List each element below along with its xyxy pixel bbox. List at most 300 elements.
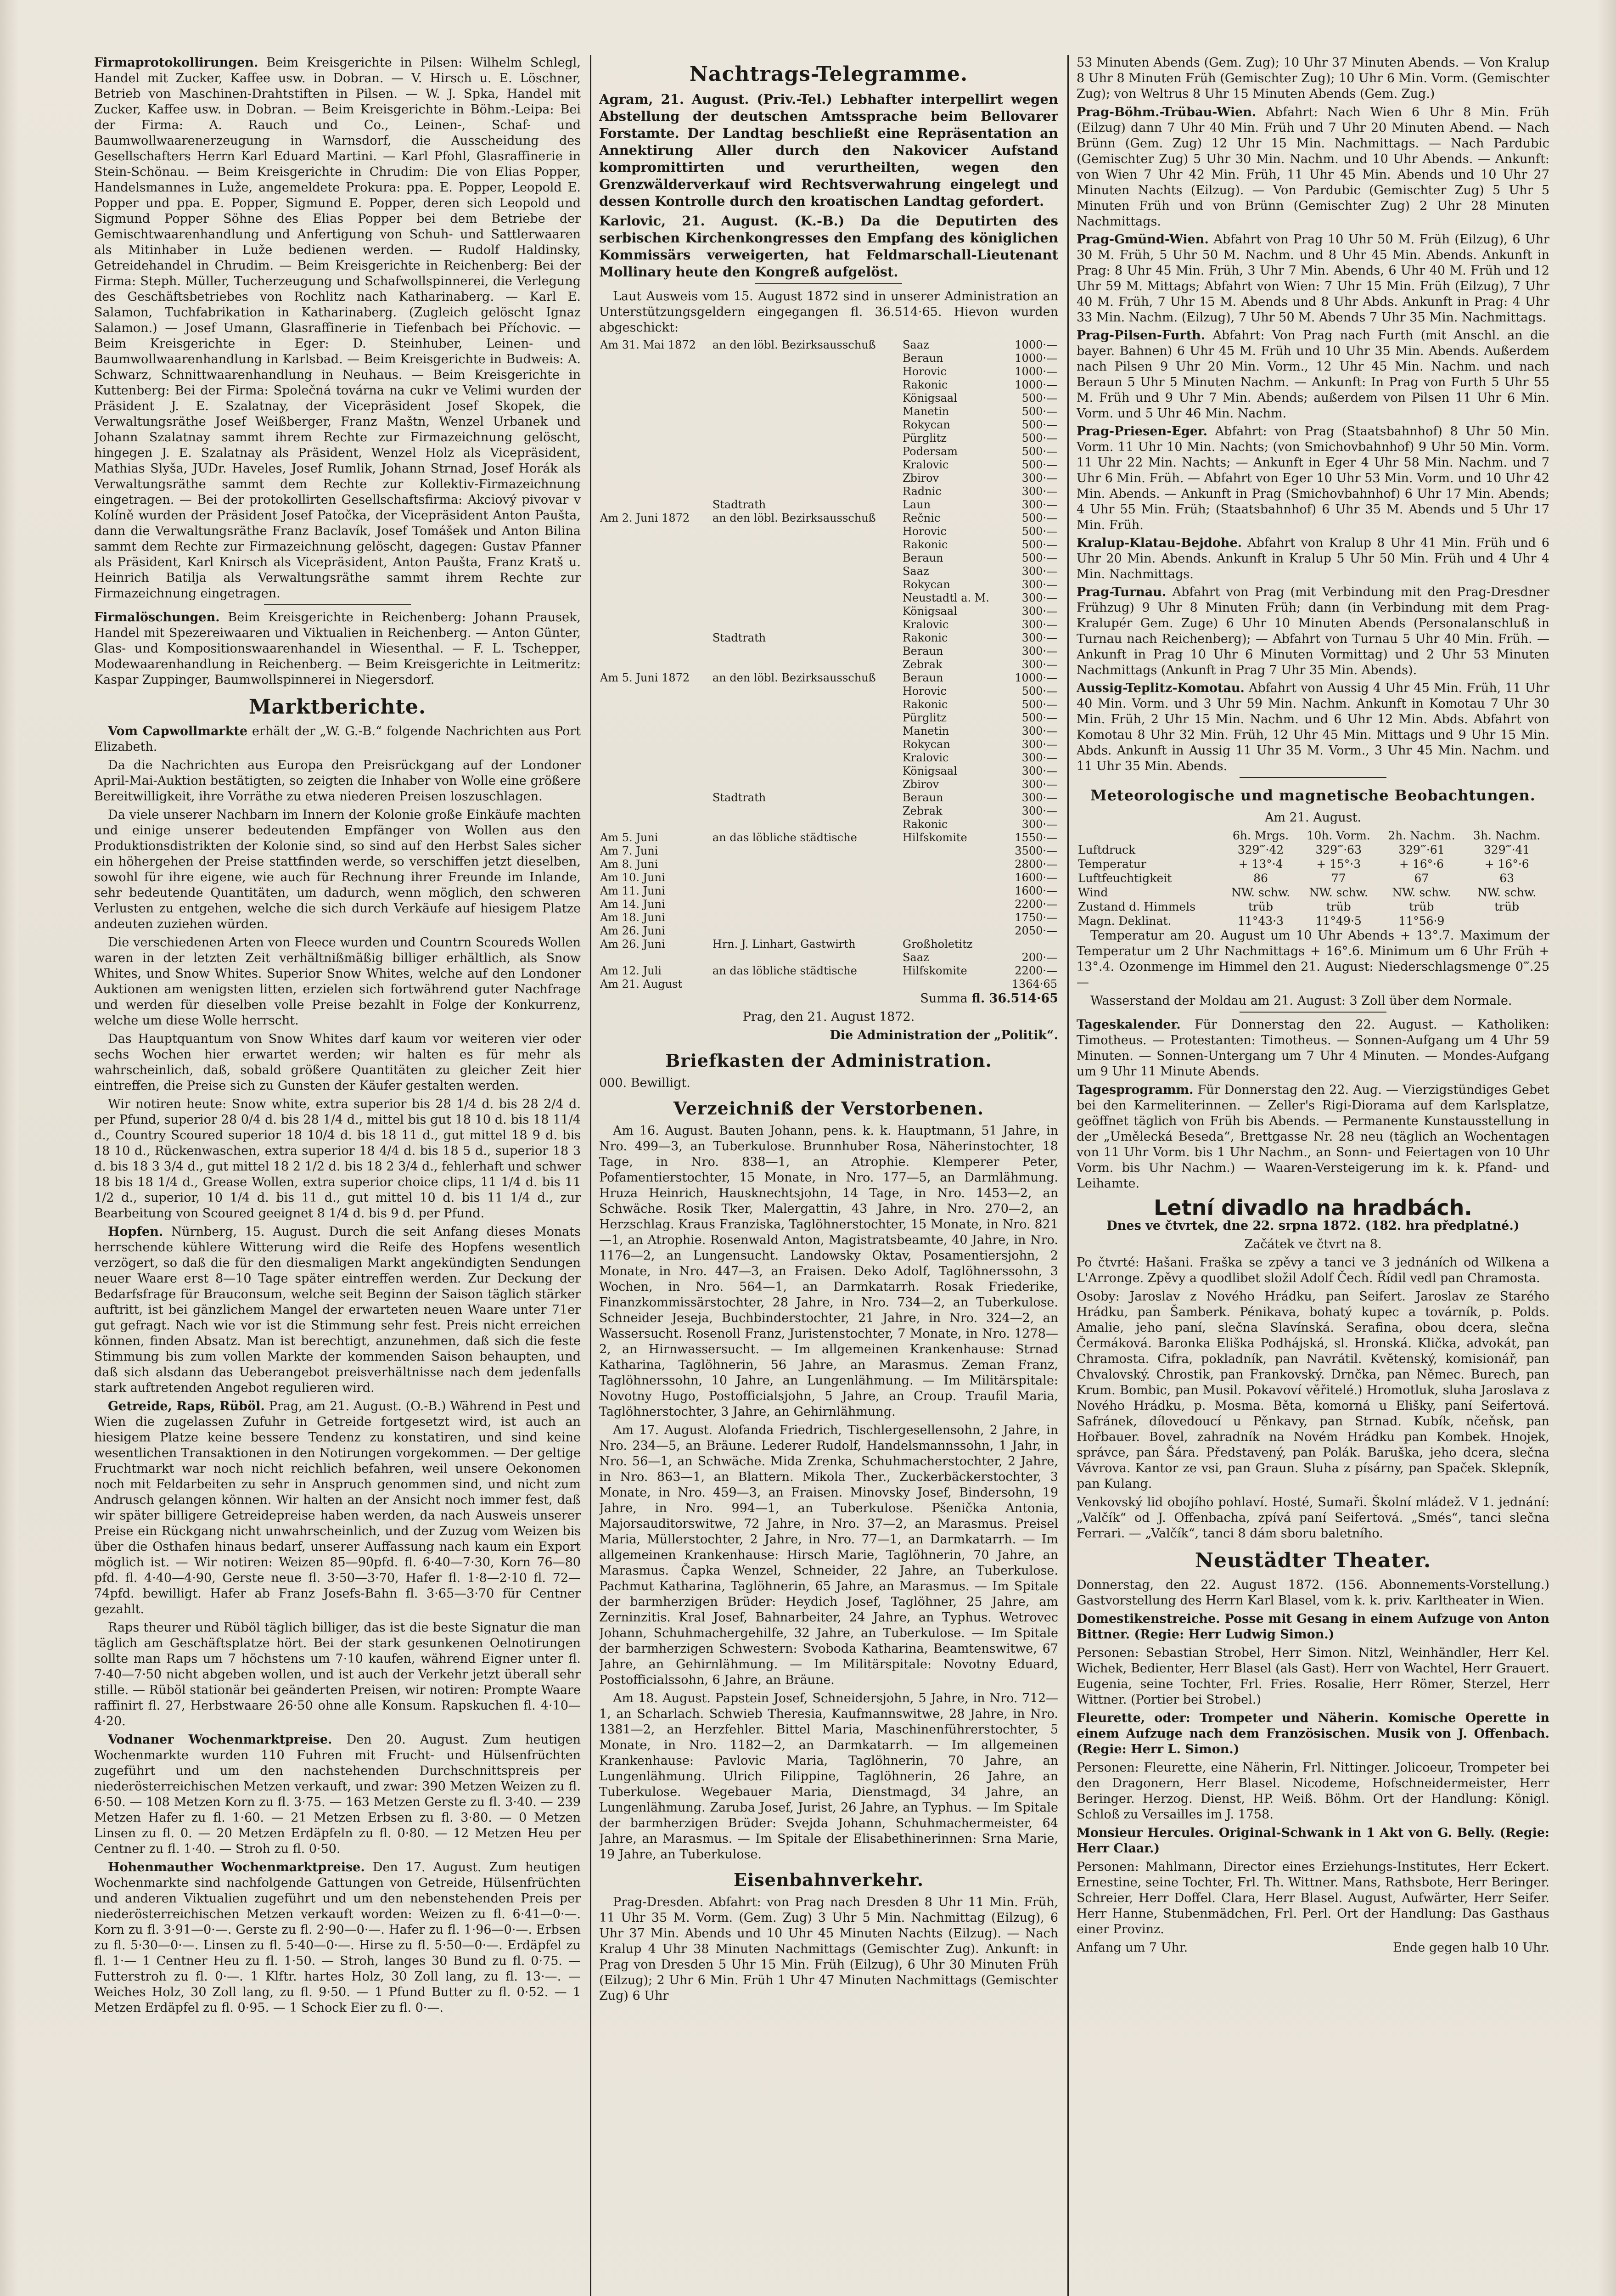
- donation-place: Beraun: [902, 671, 943, 684]
- rail-line-text: Abfahrt von Prag (mit Verbindung mit den Prag-Dresdner Frühzug) 9 Uhr 8 Minuten Früh; dann (in Verbindung mit dem Prag-Kralupér Gem. Zuge) 6 Uhr 10 Minuten Abends (Personalanschluß in Turnau nach Reichenberg); — Abfahrt von Turnau 5 Uhr 40 Min. Früh. — Ankunft in Prag 10 Uhr 6 Minuten Vormittag) und 2 Uhr 53 Minuten Nachmittags (Ankunft in Prag 7 Uhr 35 Min. Abends).: [1077, 585, 1549, 677]
- admin-signature: Die Administration der „Politik“.: [830, 1028, 1058, 1042]
- left-page-edge: [0, 0, 18, 2296]
- donation-date: [599, 365, 712, 378]
- meteorology-table: [1077, 828, 1549, 928]
- theater-cast: Personen: Sebastian Strobel, Herr Simon. Nitzl, Weinhändler, Herr Kel. Wichek, Bedienter, Herr Blasel (als Gast). Herr von Wachtel, Herr Grauert. Eugenia, seine Tochter, Frl. Fries. Rosalie, Herr Römer, Sterzel, Herr Wittner. (Portier bei Strobel.): [1077, 1646, 1549, 1707]
- donation-donor: [712, 565, 902, 578]
- donation-donor: [712, 591, 902, 605]
- divider: [264, 604, 411, 605]
- donation-date: [599, 578, 712, 591]
- article-heading: Vom Capwollmarkte: [108, 724, 248, 738]
- donation-place: Rokycan: [902, 418, 950, 431]
- donation-row: [599, 445, 1058, 458]
- donation-amount: 300·—: [1021, 578, 1057, 591]
- met-value: + 16°·6: [1399, 857, 1444, 871]
- theater-cast: Personen: Mahlmann, Director eines Erziehungs-Institutes, Herr Eckert. Ernestine, seine Tochter, Frl. Th. Wittner. Mans, Rathsbote, Herr Beringer. Schreier, Herr Doffel. Clara, Herr Blasel. August, Aufwärter, Herr Seifer. Herr Hanne, Stubenmädchen, Frl. Perl. Ort der Handlung: Das Gasthaus einer Provinz.: [1077, 1860, 1549, 1936]
- met-value: [1464, 914, 1549, 928]
- theater-times: [1077, 1940, 1549, 1956]
- donation-amount: 300·—: [1021, 738, 1057, 751]
- donation-amount: 1000·—: [1015, 352, 1057, 365]
- donation-place: Königsaal: [902, 392, 957, 405]
- met-value: 11°49·5: [1315, 914, 1362, 928]
- donation-place: Rakonic: [902, 378, 948, 391]
- donation-donor: [712, 605, 902, 618]
- donation-date: Am 18. Juni: [600, 911, 665, 924]
- met-value: 67: [1414, 872, 1429, 885]
- met-value: trüb: [1248, 900, 1274, 913]
- donation-place: Pürglitz: [902, 432, 947, 445]
- donation-donor: [712, 658, 902, 671]
- donation-date: [599, 698, 712, 711]
- donation-amount: 500·—: [1021, 538, 1057, 551]
- donation-donor: Stadtrath: [712, 631, 766, 644]
- donation-place: Hilfskomite: [902, 831, 967, 844]
- article-paragraph: [94, 1224, 581, 1396]
- donation-donor: [712, 418, 902, 432]
- meteorology-notes: Temperatur am 20. August um 10 Uhr Abends + 13°.7. Maximum der Temperatur um 2 Uhr Nachmittags + 16°.6. Minimum um 6 Uhr Früh + 13°.4. Ozonmenge im Himmel den 21. August: Niederschlagsmenge 0‴.25 —: [1077, 929, 1549, 990]
- telegram-karlovic: Karlovic, 21. August. (K.-B.) Da die Deputirten des serbischen Kirchenkongresses den Empfang des königlichen Kommissärs verweigerten, hat Feldmarschall-Lieutenant Mollinary heute den Kongreß aufgelöst.: [599, 213, 1058, 280]
- donation-amount: 500·—: [1021, 525, 1057, 538]
- donation-row: [599, 711, 1058, 725]
- donation-row: [599, 618, 1058, 631]
- donation-place: Königsaal: [902, 765, 957, 777]
- right-page-edge: [1598, 0, 1616, 2296]
- rail-line-title: Kralup-Klatau-Bejdohe.: [1077, 536, 1242, 550]
- article-paragraph: Da die Nachrichten aus Europa den Preisrückgang auf der Londoner April-Mai-Auktion bestätigten, so zeigten die Inhaber von Wolle eine größere Bereitwilligkeit, ihre Vorräthe zu etwa niederen Preisen loszuschlagen.: [94, 758, 581, 804]
- death-list: Am 18. August. Papstein Josef, Schneidersjohn, 5 Jahre, in Nro. 712—1, an Scharlach. Schwieb Theresia, Kaufmannswitwe, 28 Jahre, in Nro. 1381—2, an Herzfehler. Bittel Maria, Maschinenführerstochter, 5 Monate, in Nro. 1182—2, an Darmkatarrh. — Im allgemeinen Krankenhause: Pavlovic Maria, Taglöhnerin, 70 Jahre, an Lungenlähmung. Ulrich Filippine, Taglöhnerin, 26 Jahre, an Tuberkulose. Wegebauer Maria, Dienstmagd, 34 Jahre, an Lungenlähmung. Zaruba Josef, Jurist, 26 Jahre, an Typhus. — Im Spitale der barmherzigen Brüder: Svejda Johann, Schuhmachermeister, 64 Jahre, an Marasmus. — Im Spitale der Elisabethinerinnen: Srna Marie, 19 Jahre, an Tuberkulose.: [599, 1691, 1058, 1862]
- donation-amount: 500·—: [1021, 512, 1057, 524]
- donation-donor: [712, 392, 902, 405]
- met-row: [1077, 900, 1549, 914]
- water-level: Wasserstand der Moldau am 21. August: 3 Zoll über dem Normale.: [1090, 994, 1512, 1008]
- met-value: 86: [1253, 872, 1268, 885]
- article-paragraph: [94, 724, 581, 755]
- rail-entry: [1077, 424, 1549, 533]
- donation-donor: [712, 685, 902, 698]
- donation-donor: [712, 818, 902, 831]
- eisenbahn-heading: Eisenbahnverkehr.: [733, 1869, 924, 1890]
- donations-total: [599, 991, 1058, 1007]
- article-text: Prag, am 21. August. (O.-B.) Während in Pest und Wien die zugelassen Zufuhr in Getreide fortgesetzt wird, ist auch an hiesigem Platze keine bessere Tendenz zu konstatiren, und sind keine wesentlichen Transaktionen in den Notirungen vorgekommen. — Der geltige Fruchtmarkt war noch nicht reichlich befahren, weil unsere Oekonomen noch mit Feldarbeiten zu sehr in Anspruch genommen sind, und nicht zum Andrusch gelangen können. Wir halten an der Ansicht noch immer fest, daß wir später billigere Getreidepreise haben werden, da nach Ausweis unserer Preise ein Rückgang nicht unwahrscheinlich, und der Zuzug vom Weizen bis über die Osthafen hinaus bedarf, unserer Auffassung nach kaum ein Export möglich ist. — Wir notiren: Weizen 85—90pfd. fl. 6·40—7·30, Korn 76—80 pfd. fl. 4·40—4·90, Gerste neue fl. 3·50—3·70, Hafer fl. 1·8—2·10 fl. 72—74pfd. bewilligt. Hafer ab Franz Josefs-Bahn fl. 3·65—3·70 für Centner gezahlt.: [94, 1399, 581, 1616]
- donation-place: [902, 844, 1004, 858]
- met-value: 11°43·3: [1238, 914, 1284, 928]
- rail-entry: [1077, 328, 1549, 422]
- met-value: 329‴·63: [1315, 843, 1362, 856]
- donation-place: Podersam: [902, 445, 958, 458]
- rail-entry: [1077, 535, 1549, 582]
- donation-place: Beraun: [902, 551, 943, 564]
- donation-amount: 300·—: [1021, 498, 1057, 511]
- donation-place: Großholetitz: [902, 938, 973, 951]
- donation-place: Laun: [902, 498, 931, 511]
- met-row-label: Magn. Deklinat.: [1078, 914, 1172, 928]
- rail-line-text: Abfahrt: Von Prag nach Furth (mit Anschl. an die bayer. Bahnen) 6 Uhr 45 M. Früh und 10 Uhr 35 Min. Abends. Außerdem nach Pilsen 9 Uhr 20 Min. Vorm., 12 Uhr 45 Min. Nachm. und nach Beraun 5 Uhr 5 Minuten Nachm. — Ankunft: In Prag von Furth 5 Uhr 55 M. Früh und 9 Uhr 7 Min. Abends; außerdem von Pilsen 11 Uhr 6 Min. Vorm. und 5 Uhr 46 Min. Nachm.: [1077, 328, 1549, 421]
- donation-row: [599, 645, 1058, 658]
- rail-entry: [1077, 105, 1549, 230]
- donation-amount: 1600·—: [1015, 884, 1057, 897]
- donation-row: [599, 978, 1058, 991]
- rail-entry: [1077, 681, 1549, 774]
- met-value: trüb: [1326, 900, 1351, 913]
- theater-cast: Personen: Fleurette, eine Näherin, Frl. Nittinger. Jolicoeur, Trompeter bei den Dragonern, Herr Blasel. Nicodeme, Hofschneidermeister, Herr Beringer. Herzog. Dienst, HP. Weiß. Böhm. Ort der Handlung: Königl. Schloß zu Versailles im J. 1758.: [1077, 1761, 1549, 1822]
- met-value: 63: [1499, 872, 1515, 885]
- donation-row: [599, 352, 1058, 365]
- donation-place: Kralovic: [902, 458, 949, 471]
- donation-date: [599, 631, 712, 645]
- met-column-header: [1077, 828, 1223, 843]
- article-heading: Hopfen.: [108, 1225, 163, 1239]
- czech-theatre-note: Venkovský lid obojího pohlaví. Hosté, Sumaři. Školní mládež. V 1. jednání: „Valčík“ od J. Offenbacha, zpívá paní Seifertová. „Smés“, tanci slečna Ferrari. — „Valčík“, tanci 8 dám sboru baletního.: [1077, 1495, 1549, 1541]
- donation-row: [599, 964, 1058, 978]
- donation-row: [599, 432, 1058, 445]
- donation-amount: 2800·—: [1015, 858, 1057, 871]
- met-row: [1077, 871, 1549, 885]
- donation-amount: 200·—: [1021, 951, 1057, 964]
- donation-donor: [712, 458, 902, 472]
- donation-place: Horovic: [902, 365, 947, 378]
- donation-place: Rakonic: [902, 631, 948, 644]
- theater-play: Fleurette, oder: Trompeter und Näherin. Komische Operette in einem Aufzuge nach dem Französischen. Musik von J. Offenbach. (Regie: Herr L. Simon.): [1077, 1711, 1549, 1756]
- donation-amount: 300·—: [1021, 765, 1057, 777]
- donation-amount: 2200·—: [1015, 964, 1057, 977]
- donation-place: Saaz: [902, 951, 929, 964]
- donation-amount: 300·—: [1021, 658, 1057, 671]
- donation-row: [599, 405, 1058, 418]
- section-text: Beim Kreisgerichte in Pilsen: Wilhelm Schlegl, Handel mit Zucker, Kaffee usw. in Dobran. — V. Hirsch u. E. Löschner, Betrieb von Maschinen-Drahtstiften in Pilsen. — W. J. Spka, Handel mit Zucker, Kaffee usw. in Dobran. — Beim Kreisgerichte in Böhm.-Leipa: Bei der Firma: A. Rauch und Co., Leinen-, Schaf- und Baumwollwaarenerzeugung in Warnsdorf, die Ausscheidung des Gesellschafters Herrn Karl Eduard Martini. — Karl Pfohl, Glasraffinerie in Stein-Schönau. — Beim Kreisgerichte in Chrudim: Die von Elias Popper, Handelsmannes in Luže, angemeldete Prokura: ppa. E. Popper, Leopold E. Popper und ppa. E. Popper, Sigmund E. Popper, deren sich Leopold und Sigmund Popper Söhne des Elias Popper bei dem Betriebe der Gemischtwaarenhandlung und Anfertigung von Schuh- und Sattlerwaaren als Mitinhaber in Luže bedienen werden. — Rudolf Haldinsky, Getreidehandel in Chrudim. — Beim Kreisgerichte in Reichenberg: Bei der Firma: Steph. Müller, Tucherzeugung und Schafwollspinnerei, die Verlegung des Geschäftsbetriebes von Rochlitz nach Katharinaberg. — Karl E. Salamon, Tuchfabrikation in Katharinaberg. (Zugleich gelöscht Ignaz Salamon.) — Josef Umann, Glasraffinerie in Tiefenbach bei Příchovic. — Beim Kreisgerichte in Eger: D. Steinhuber, Leinen- und Baumwollwaarenhandlung in Karlsbad. — Beim Kreisgerichte in Budweis: A. Schwarz, Schnittwaarenhandlung in Neuhaus. — Beim Kreisgerichte in Kuttenberg: Bei der Firma: Společná továrna na cukr ve Velimi wurden der Präsident J. E. Szalatnay, der Vicepräsident Josef Skopek, die Verwaltungsräthe Josef Weißberger, Franz Maštn, Wenzel Urbanek und Johann Szalatnay sammt ihrem Rechte zur Firmazeichnung gelöscht, hingegen J. E. Szalatnay als Präsident, Wenzel Holz als Vicepräsident, Mathias Slyša, JUDr. Haveles, Josef Rumlik, Johann Strnad, Josef Horák als Verwaltungsräthe sammt dem Rechte zur Kollektiv-Firmazeichnung eingetragen. — Bei der protokollirten Gesellschaftsfirma: Akciový pivovar v Kolíně wurden der Präsident Josef Patočka, der Vicepräsident Anton Paušta, dann die Verwaltungsräthe Franz Baclavík, Josef Tomášek und Anton Bilina sammt dem Rechte zur Firmazeichnung gelöscht, dagegen: Gustav Pfanner als Präsident, Karl Knirsch als Vicepräsident, Anton Paušta, Franz Kratš u. Heinrich Batilja als Verwaltungsräthe sammt ihrem Rechte zur Firmazeichnung eingetragen.: [94, 56, 581, 601]
- donation-row: [599, 485, 1058, 498]
- met-row-label: Wind: [1078, 886, 1108, 899]
- theater-date: Donnerstag, den 22. August 1872. (156. Abonnements-Vorstellung.) Gastvorstellung des Herrn Karl Blasel, vom k. k. priv. Karltheater in Wien.: [1077, 1578, 1549, 1608]
- donation-donor: [712, 884, 902, 898]
- rail-line-text: Abfahrt von Kralup 8 Uhr 41 Min. Früh und 6 Uhr 20 Min. Abends. Ankunft in Kralup 5 Uhr 50 Min. Früh und 4 Uhr 4 Min. Nachmittags.: [1077, 536, 1549, 581]
- donation-date: [599, 525, 712, 538]
- donation-place: Rakonic: [902, 698, 948, 711]
- donation-donor: [712, 951, 902, 964]
- donation-amount: 300·—: [1021, 605, 1057, 618]
- donation-row: [599, 898, 1058, 911]
- meteorology-date: Am 21. August.: [1264, 810, 1362, 825]
- met-value: + 16°·6: [1484, 857, 1529, 871]
- donation-amount: 1000·—: [1015, 671, 1057, 684]
- donation-donor: [712, 405, 902, 418]
- article-paragraph: Die verschiedenen Arten von Fleece wurden und Countrn Scoureds Wollen waren in der letzten Zeit verhältnißmäßig billiger erhältlich, als Snow Whites, und Snow Whites. Superior Snow Whites, welche auf den Londoner Auktionen am wenigsten litten, erzielen sich fortwährend guter Nachfrage und werden für dieselben volle Preise bezahlt in Folge der Konkurrenz, welche um diese Wolle herrscht.: [94, 935, 581, 1028]
- donation-place: Kralovic: [902, 618, 949, 631]
- met-column-header: 10h. Vorm.: [1307, 829, 1370, 842]
- donation-date: [599, 645, 712, 658]
- donation-date: [599, 725, 712, 738]
- donation-amount: 300·—: [1021, 645, 1057, 658]
- donation-date: Am 5. Juni 1872: [600, 671, 690, 684]
- donation-row: [599, 844, 1058, 858]
- met-row: [1077, 914, 1549, 928]
- article-paragraph: Raps theurer und Rüböl täglich billiger, das ist die beste Signatur die man täglich am Geschäftsplatze hört. Bei der stark gesunkenen Oelnotirungen sollte man Raps um 7 höchstens um 7·10 kaufen, während Eigner unter fl. 7·40—7·50 nicht abgeben wollen, und ist auch der Verkehr jetzt überall sehr stille. — Rüböl stationär bei geänderten Preisen, wir notiren: Prompte Waare raffinirt fl. 27, Herbstwaare 26·50 ohne alle Konsum. Rapskuchen fl. 4·10—4·20.: [94, 1621, 581, 1728]
- met-value: NW. schw.: [1309, 886, 1368, 899]
- donation-date: [599, 551, 712, 565]
- donation-amount: 300·—: [1021, 565, 1057, 578]
- donation-donor: [712, 365, 902, 378]
- met-column-header: 6h. Mrgs.: [1232, 829, 1289, 842]
- donation-amount: 300·—: [1021, 805, 1057, 817]
- donation-amount: 300·—: [1021, 618, 1057, 631]
- tagesprogramm: [1077, 1082, 1549, 1192]
- donation-date: [599, 392, 712, 405]
- divider: [755, 283, 902, 284]
- column-1: [94, 55, 581, 2296]
- rail-timetable-continued: 53 Minuten Abends (Gem. Zug); 10 Uhr 37 Minuten Abends. — Von Kralup 8 Uhr 8 Minuten Früh (Gemischter Zug); 10 Uhr 6 Min. Vorm. (Gemischter Zug); von Weltrus 8 Uhr 15 Minuten Abends (Gem. Zug.): [1077, 56, 1549, 101]
- donation-row: [599, 671, 1058, 685]
- donation-place: Hilfskomite: [902, 964, 967, 977]
- briefkasten-text: 000. Bewilligt.: [599, 1076, 690, 1090]
- donation-amount: 500·—: [1021, 685, 1057, 698]
- donation-amount: 300·—: [1021, 818, 1057, 831]
- donation-date: Am 14. Juni: [600, 898, 665, 911]
- donation-amount: 1364·65: [1011, 978, 1057, 990]
- article-text: Nürnberg, 15. August. Durch die seit Anfang dieses Monats herrschende kühlere Witterung wird die Reife des Hopfens wesentlich verzögert, so daß die für den diesmaligen Markt angekündigten Sendungen neuer Waare erst 8—10 Tage später eintreffen werden. Zur Deckung der Bedarfsfrage für Brauconsum, welche seit Beginn der Saison täglich stärker auftritt, ist bei gänzlichem Mangel der erwarteten neuen Waare unter 71er gut gefragt. Nach wie vor ist die Stimmung sehr fest. Preis nicht erreichen können, finden Absatz. Man ist berechtigt, anzunehmen, daß sich die feste Stimmung bis zum vollen Markte der kommenden Saison behaupten, und daß sich alsdann das Ueberangebot preisverhältnisse nach dem jedenfalls stark auftretenden Angebot regulieren wird.: [94, 1225, 581, 1395]
- donation-donor: [712, 432, 902, 445]
- admin-date: Prag, den 21. August 1872.: [742, 1010, 915, 1024]
- donation-place: Saaz: [902, 565, 929, 578]
- donation-amount: 500·—: [1021, 392, 1057, 405]
- met-value: trüb: [1494, 900, 1520, 913]
- czech-theatre-heading: Letní divadlo na hradbách.: [1154, 1195, 1472, 1220]
- donation-amount: 2050·—: [1015, 924, 1057, 937]
- donation-date: Am 26. Juni: [600, 924, 665, 937]
- donation-amount: 500·—: [1021, 458, 1057, 471]
- donation-donor: an den löbl. Bezirksausschuß: [712, 671, 876, 684]
- met-value: trüb: [1409, 900, 1434, 913]
- donation-place: Zebrak: [902, 658, 943, 671]
- donation-donor: [712, 445, 902, 458]
- donation-row: [599, 658, 1058, 671]
- donation-donor: [712, 485, 902, 498]
- met-value: NW. schw.: [1231, 886, 1291, 899]
- donation-amount: 300·—: [1021, 591, 1057, 604]
- donation-row: [599, 578, 1058, 591]
- donation-place: Manetin: [902, 725, 949, 737]
- donation-place: Kralovic: [902, 751, 949, 764]
- rail-line-title: Prag-Böhm.-Trübau-Wien.: [1077, 105, 1257, 119]
- telegram-agram: Agram, 21. August. (Priv.-Tel.) Lebhafter interpellirt wegen Abstellung der deutschen Amtssprache beim Bellovarer Forstamte. Der Landtag beschließt eine Repräsentation an Annektirung Aller durch den Nakovicer Aufstand kompromittirten und verurtheilten, wegen den Grenzwälderverkauf wird Rechtsverwahrung eingelegt und dessen Kontrolle durch den kroatischen Landtag gefordert.: [599, 91, 1058, 209]
- section-heading: Firmalöschungen.: [94, 610, 220, 625]
- donation-date: [599, 818, 712, 831]
- met-row: [1077, 885, 1549, 900]
- tageskalender: [1077, 1017, 1549, 1080]
- donation-row: [599, 551, 1058, 565]
- donation-donor: [712, 871, 902, 884]
- donation-amount: 500·—: [1021, 405, 1057, 418]
- donation-place: Neustadtl a. M.: [902, 591, 989, 604]
- rail-list: [1077, 105, 1549, 774]
- donation-date: [599, 538, 712, 551]
- donation-row: [599, 605, 1058, 618]
- column-3: [1077, 55, 1549, 2296]
- donation-row: [599, 831, 1058, 844]
- donation-place: Rokycan: [902, 578, 950, 591]
- article-paragraph: Wir notiren heute: Snow white, extra superior bis 28 1/4 d. bis 28 2/4 d. per Pfund, superior 28 0/4 d. bis 28 1/4 d., mittel bis gut 18 10 d. bis 18 11/4 d., Country Scoured superior 18 10/4 d. bis 18 11 d., gut mittel 18 9 d. bis 18 10 d., Rückenwaschen, extra superior 18 4/4 d. bis 18 5 d., superior 18 3 d. bis 18 3 3/4 d., gut mittel 18 2 1/2 d. bis 18 2 3/4 d., fehlerhaft und schwer 18 bis 18 1/4 d., Grease Wollen, extra superior choice clips, 11 1/4 d. bis 11 1/2 d., superior, 10 1/4 d. bis 11 d., gut mittel 10 d. bis 11 1/4 d., zur Bearbeitung von Scoured geeignet 8 1/4 d. bis 9 d. per Pfund.: [94, 1097, 581, 1221]
- donation-date: [599, 352, 712, 365]
- article-heading: Hohenmauther Wochenmarktpreise.: [108, 1860, 365, 1874]
- theater-end: Ende gegen halb 10 Uhr.: [1392, 1941, 1549, 1955]
- donation-amount: 1750·—: [1015, 911, 1057, 924]
- donation-amount: 300·—: [1021, 631, 1057, 644]
- rail-line-text: Abfahrt von Prag 10 Uhr 50 M. Früh (Eilzug), 6 Uhr 30 M. Früh, 5 Uhr 50 M. Nachm. und 8 Uhr 45 Min. Abends. Ankunft in Prag: 8 Uhr 45 Min. Früh, 3 Uhr 7 Min. Abends, 6 Uhr 40 M. Früh und 12 Uhr 59 M. Mittags; Abfahrt von Wien: 7 Uhr 15 Min. Früh (Eilzug), 7 Uhr 40 M. Früh, 7 Uhr 15 M. Abends und 8 Uhr Abds. Ankunft in Prag: 4 Uhr 33 Min. Nachm. (Eilzug), 7 Uhr 50 M. Abends 7 Uhr 35 Min. Nachmittags.: [1077, 232, 1549, 325]
- donation-donor: [712, 898, 902, 911]
- theater-start: Anfang um 7 Uhr.: [1077, 1941, 1188, 1955]
- donation-donor: [712, 858, 902, 871]
- donation-row: [599, 458, 1058, 472]
- section-heading: Firmaprotokollirungen.: [94, 56, 258, 70]
- meteorology-heading: Meteorologische und magnetische Beobachtungen.: [1090, 787, 1536, 804]
- donation-row: [599, 685, 1058, 698]
- met-row-label: Luftfeuchtigkeit: [1078, 872, 1172, 885]
- rail-line-text: Abfahrt von Aussig 4 Uhr 45 Min. Früh, 11 Uhr 40 Min. Vorm. und 3 Uhr 59 Min. Nachm. Ankunft in Komotau 7 Uhr 30 Min. Früh, 2 Uhr 15 Min. Nachm. und 6 Uhr 12 Min. Abds. Abfahrt von Komotau 8 Uhr 32 Min. Früh, 12 Uhr 45 Min. Mittags und 9 Uhr 15 Min. Abds. Ankunft in Aussig 11 Uhr 35 M. Vorm., 3 Uhr 45 Min. Nachm. und 11 Uhr 35 Min. Abends.: [1077, 681, 1549, 773]
- divider: [1240, 1012, 1386, 1013]
- donation-row: [599, 938, 1058, 951]
- donation-donor: an den löbl. Bezirksausschuß: [712, 338, 876, 351]
- theater-play: Domestikenstreiche. Posse mit Gesang in einem Aufzuge von Anton Bittner. (Regie: Herr Ludwig Simon.): [1077, 1612, 1549, 1642]
- donation-date: [599, 605, 712, 618]
- met-row: [1077, 843, 1549, 857]
- donation-row: [599, 472, 1058, 485]
- donation-date: [599, 805, 712, 818]
- firmaloeschung-section: [94, 610, 581, 688]
- column-rule-2: [1067, 55, 1069, 2296]
- donation-place: Radnic: [902, 485, 942, 498]
- donation-amount: 300·—: [1021, 791, 1057, 804]
- czech-theatre-cast: Osoby: Jaroslav z Nového Hrádku, pan Seifert. Jaroslav ze Starého Hrádku, pan Šamberk. Pénikava, bohatý kupec a továrník, p. Polds. Amalie, jeho paní, slečna Slavínská. Serafina, obou dcera, slečna Čermáková. Baronka Eliška Podhájská, sl. Hronská. Klička, advokát, pan Chramosta. Cifra, pokladník, pan Navrátil. Květenský, komisionář, pan Chvalovský. Chrostik, pan Frankovský. Drnčka, pan Němec. Burech, pan Krum. Bombic, pan Musil. Pokavoví věřitelé.) Hromotluk, sluha Jaroslava z Nového Hrádku, p. Mosma. Běta, komorná u Elišky, paní Seifertová. Safránek, dílovedoucí u Pěnkavy, pan Strnad. Kubík, nčeňsk, pan Hořbauer. Bovel, zahradník na Novém Hrádku pan Kombek. Hnojek, správce, pan Šára. Představený, pan Polák. Baruška, jeho dcera, slečna Vávrova. Kantor ze vsi, pan Graun. Sluha z písárny, pan Spaček. Sklepník, pan Kulang.: [1077, 1289, 1549, 1491]
- donation-place: Zebrak: [902, 805, 943, 817]
- donation-date: [599, 445, 712, 458]
- donation-date: [599, 591, 712, 605]
- donation-amount: 500·—: [1021, 711, 1057, 724]
- donation-date: [599, 778, 712, 791]
- donation-date: Am 12. Juli: [600, 964, 662, 977]
- donation-donor: [712, 645, 902, 658]
- donation-intro: Laut Ausweis vom 15. August 1872 sind in unserer Administration an Unterstützungsgeldern eingegangen fl. 36.514·65. Hievon wurden abgeschickt:: [599, 289, 1058, 335]
- met-value: 329‴·42: [1237, 843, 1284, 856]
- donation-amount: 500·—: [1021, 551, 1057, 564]
- donation-donor: [712, 738, 902, 751]
- donation-date: [599, 711, 712, 725]
- donation-place: [902, 858, 1004, 871]
- donation-donor: [712, 378, 902, 392]
- met-value: 11°56·9: [1398, 914, 1445, 928]
- donation-amount: 1000·—: [1015, 338, 1057, 351]
- donation-donor: [712, 698, 902, 711]
- donation-donor: [712, 911, 902, 924]
- donation-donor: [712, 924, 902, 938]
- donation-amount: 3500·—: [1015, 844, 1057, 857]
- donation-place: Rakonic: [902, 818, 948, 831]
- section-text: Beim Kreisgerichte in Reichenberg: Johann Prausek, Handel mit Spezereiwaaren und Viktualien in Reichenberg. — Anton Günter, Glas- und Kompositionswaarenhandel in Wiesenthal. — F. L. Tschepper, Modewaarenhandlung in Reichenberg. — Beim Kreisgerichte in Leitmeritz: Kaspar Zuppinger, Baumwollspinnerei in Niegersdorf.: [94, 610, 581, 687]
- donation-amount: 2200·—: [1015, 898, 1057, 911]
- donation-date: Am 2. Juni 1872: [600, 512, 690, 524]
- donation-date: [599, 685, 712, 698]
- donation-donor: [712, 844, 902, 858]
- verstorbene-heading: Verzeichniß der Verstorbenen.: [673, 1098, 984, 1119]
- article-paragraph: [94, 1732, 581, 1857]
- donation-amount: 1000·—: [1015, 378, 1057, 391]
- donation-date: [599, 751, 712, 765]
- rail-timetable: Prag-Dresden. Abfahrt: von Prag nach Dresden 8 Uhr 11 Min. Früh, 11 Uhr 35 M. Vorm. (Gem. Zug) 3 Uhr 5 Min. Nachmittag (Eilzug), 6 Uhr 37 Min. Abends und 10 Uhr 45 Minuten Nachts (Eilzug). — Nach Kralup 4 Uhr 38 Minuten Nachmittags (Gemischter Zug). Ankunft: in Prag von Dresden 5 Uhr 15 Min. Früh (Eilzug), 6 Uhr 30 Minuten Früh (Eilzug); 2 Uhr 6 Min. Früh 1 Uhr 47 Minuten Nachmittags (Gemischter Zug) 6 Uhr: [599, 1895, 1058, 2003]
- rail-line-title: Prag-Priesen-Eger.: [1077, 424, 1208, 439]
- donation-place: Rakonic: [902, 538, 948, 551]
- donation-amount: 300·—: [1021, 725, 1057, 737]
- donation-donor: [712, 578, 902, 591]
- article-paragraph: [94, 1860, 581, 2016]
- donation-donor: an den löbl. Bezirksausschuß: [712, 512, 876, 524]
- donation-date: [599, 765, 712, 778]
- donation-donor: Stadtrath: [712, 791, 766, 804]
- donation-row: [599, 751, 1058, 765]
- donation-place: Beraun: [902, 352, 943, 365]
- summa-value: fl. 36.514·65: [971, 991, 1058, 1006]
- donation-date: Am 5. Juni: [600, 831, 658, 844]
- rail-line-title: Prag-Gmünd-Wien.: [1077, 232, 1209, 247]
- donation-donor: an das löbliche städtische: [712, 964, 857, 977]
- donation-donor: [712, 725, 902, 738]
- donation-amount: 500·—: [1021, 698, 1057, 711]
- czech-theatre-start: Začátek ve čtvrt na 8.: [1244, 1237, 1382, 1251]
- donation-row: [599, 392, 1058, 405]
- article-text: Den 17. August. Zum heutigen Wochenmarkte sind nachfolgende Gattungen von Getreide, Hülsenfrüchten und anderen Viktualien zugeführt und um den nebenstehenden Preis per niederösterreichischen Metzen verkauft worden: Weizen zu fl. 6·41—0·—. Korn zu fl. 3·91—0·—. Gerste zu fl. 2·90—0·—. Hafer zu fl. 1·96—0·—. Erbsen zu fl. 5·30—0·—. Linsen zu fl. 5·40—0·—. Hirse zu fl. 5·50—0·—. Erdäpfel zu fl. 1·— 1 Centner Heu zu fl. 1·50. — Stroh, langes 30 Bund zu fl. 0·75. — Futterstroh zu fl. 0·—. 1 Klftr. hartes Holz, 30 Zoll lang, zu fl. 13·—. — Weiches Holz, 30 Zoll lang, zu fl. 9·50. — 1 Pfund Butter zu fl. 0·52. — 1 Metzen Erdäpfel zu fl. 0·95. — 1 Schock Eier zu fl. 0·—.: [94, 1860, 581, 2015]
- donation-place: Saaz: [902, 338, 929, 351]
- donation-date: [599, 498, 712, 512]
- donation-row: [599, 338, 1058, 352]
- article-text: Den 20. August. Zum heutigen Wochenmarkte wurden 110 Fuhren mit Frucht- und Hülsenfrüchten zugeführt und um den nachstehenden Durchschnittspreis per niederösterreichischen Metzen verkauft, und zwar: 390 Metzen Weizen zu fl. 6·50. — 108 Metzen Korn zu fl. 3·75. — 163 Metzen Gerste zu fl. 3·40. — 239 Metzen Hafer zu fl. 1·60. — 21 Metzen Erbsen zu fl. 3·80. — 0 Metzen Linsen zu fl. 0. — 20 Metzen Erdäpfeln zu fl. 0·80. — 12 Metzen Heu per Centner zu fl. 1·40. — Stroh zu fl. 0·50.: [94, 1733, 581, 1856]
- rail-entry: [1077, 232, 1549, 326]
- met-value: + 15°·3: [1316, 857, 1361, 871]
- donation-row: [599, 884, 1058, 898]
- donation-row: [599, 924, 1058, 938]
- met-value: 329‴·61: [1398, 843, 1445, 856]
- donation-date: Am 21. August: [600, 978, 683, 990]
- met-row-label: Temperatur: [1078, 857, 1146, 871]
- column-2: [599, 55, 1058, 2296]
- donation-row: [599, 418, 1058, 432]
- donation-row: [599, 858, 1058, 871]
- met-value: 329‴·41: [1483, 843, 1530, 856]
- donation-date: [599, 432, 712, 445]
- donations-table: [599, 338, 1058, 991]
- donation-donor: [712, 711, 902, 725]
- article-heading: Getreide, Raps, Rüböl.: [108, 1399, 265, 1413]
- section-heading: Tagesprogramm.: [1077, 1083, 1194, 1097]
- rail-line-text: Abfahrt: Nach Wien 6 Uhr 8 Min. Früh (Eilzug) dann 7 Uhr 40 Min. Früh und 7 Uhr 20 Minuten Abend. — Nach Brünn (Gem. Zug) 12 Uhr 15 Min. Nachmittags. — Nach Pardubic (Gemischter Zug) 5 Uhr 30 Min. Nachm. und 10 Uhr Abends. — Ankunft: von Wien 7 Uhr 42 Min. Früh, 11 Uhr 45 Min. Abends und 10 Uhr 27 Minuten Nachts (Eilzug). — Von Pardubic (Gemischter Zug) 5 Uhr 5 Minuten Früh und von Brünn (Gemischter Zug) 2 Uhr 28 Minuten Nachmittags.: [1077, 105, 1549, 229]
- donation-donor: Hrn. J. Linhart, Gastwirth: [712, 938, 856, 951]
- donation-row: [599, 871, 1058, 884]
- donation-row: [599, 365, 1058, 378]
- met-column-header: 3h. Nachm.: [1473, 829, 1541, 842]
- met-row: [1077, 857, 1549, 871]
- neustaedter-theater-heading: Neustädter Theater.: [1195, 1549, 1431, 1572]
- donation-row: [599, 738, 1058, 751]
- donation-date: [599, 458, 712, 472]
- article-paragraph: Das Hauptquantum von Snow Whites darf kaum vor weiteren vier oder sechs Wochen hier erwartet werden; wir halten es für mehr als wahrscheinlich, daß, sobald größere Quantitäten zu gleicher Zeit hier eintreffen, die Preise sich zu Gunsten der Käufer gestalten werden.: [94, 1032, 581, 1093]
- donation-row: [599, 818, 1058, 831]
- donation-date: Am 26. Juni: [600, 938, 665, 951]
- donation-place: Horovic: [902, 525, 947, 538]
- marktberichte-heading: Marktberichte.: [248, 695, 426, 719]
- donation-date: [599, 405, 712, 418]
- donation-donor: [712, 551, 902, 565]
- donation-row: [599, 698, 1058, 711]
- donation-date: [599, 485, 712, 498]
- donation-date: Am 31. Mai 1872: [600, 338, 696, 351]
- donation-date: [599, 951, 712, 964]
- donation-place: [902, 898, 1004, 911]
- czech-theatre-date: Dnes ve čtvrtek, dne 22. srpna 1872. (182. hra předplatné.): [1106, 1219, 1520, 1233]
